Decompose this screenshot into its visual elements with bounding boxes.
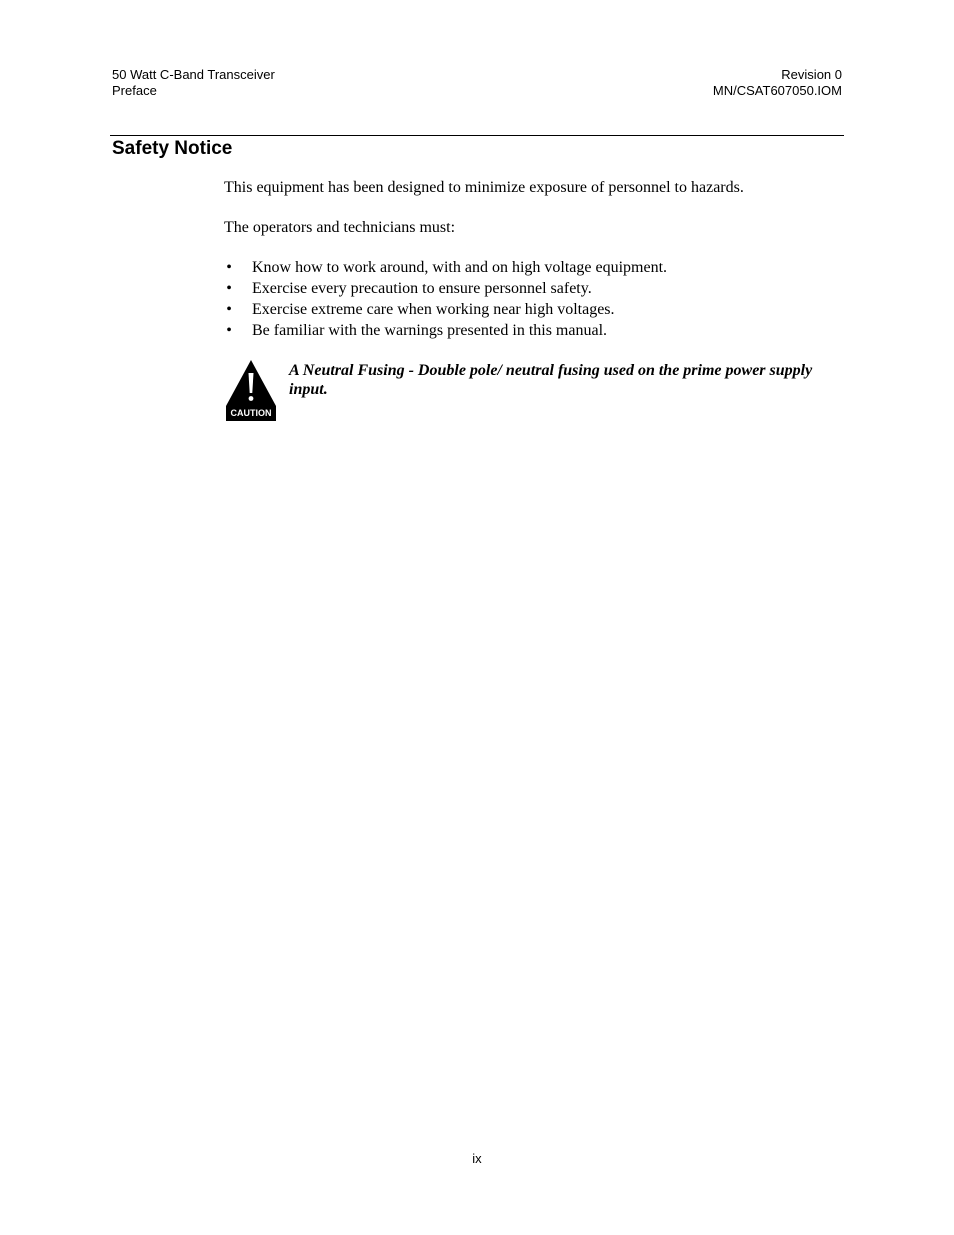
requirements-lead-in: The operators and technicians must: xyxy=(224,219,456,236)
list-item-text: Be familiar with the warnings presented in this manual. xyxy=(252,322,608,339)
bullet-icon: • xyxy=(226,322,232,339)
header-revision: Revision 0 xyxy=(781,67,842,82)
requirements-list xyxy=(224,258,667,342)
bullet-icon: • xyxy=(226,259,232,276)
list-item xyxy=(224,279,667,300)
list-item xyxy=(224,300,667,321)
bullet-icon: • xyxy=(226,301,232,318)
header-product-title: 50 Watt C-Band Transceiver xyxy=(112,67,275,82)
intro-paragraph: This equipment has been designed to minimize exposure of personnel to hazards. xyxy=(224,179,744,196)
header-left xyxy=(112,67,275,99)
caution-label: CAUTION xyxy=(226,406,276,421)
header-chapter: Preface xyxy=(112,83,157,98)
list-item xyxy=(224,321,667,342)
caution-triangle-icon xyxy=(225,359,277,407)
list-item-text: Exercise every precaution to ensure personnel safety. xyxy=(252,280,592,297)
section-title: Safety Notice xyxy=(112,138,233,159)
list-item-text: Exercise extreme care when working near high voltages. xyxy=(252,301,615,318)
header-document-number: MN/CSAT607050.IOM xyxy=(712,83,842,98)
list-item-text: Know how to work around, with and on high voltage equipment. xyxy=(252,259,668,276)
caution-symbol xyxy=(225,359,277,423)
caution-message: A Neutral Fusing - Double pole/ neutral fusing used on the prime power supply input. xyxy=(289,362,813,398)
header-divider xyxy=(110,135,844,136)
header-right xyxy=(713,67,842,99)
page-number: ix xyxy=(472,1151,482,1166)
list-item xyxy=(224,258,667,279)
bullet-icon: • xyxy=(226,280,232,297)
